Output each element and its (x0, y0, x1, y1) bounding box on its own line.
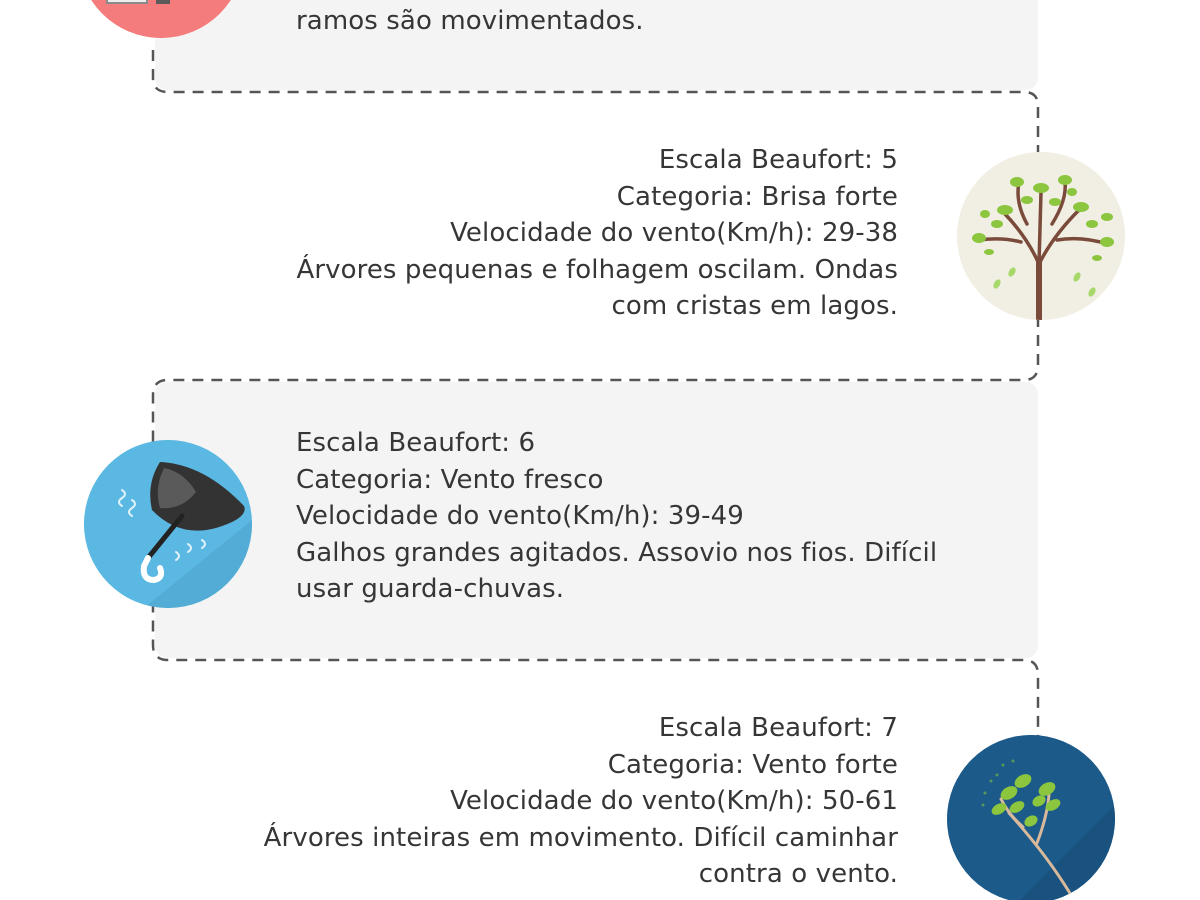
wind-description: ramos são movimentados. (296, 6, 644, 36)
beaufort-scale: Escala Beaufort: 6 (296, 428, 536, 458)
beaufort-scale: Escala Beaufort: 5 (658, 145, 898, 175)
wind-description: Árvores pequenas e folhagem oscilam. Ondas com cristas em lagos. (296, 254, 898, 321)
wind-category: Categoria: Brisa forte (616, 181, 898, 212)
branch-icon (947, 735, 1115, 900)
wind-speed: Velocidade do vento(Km/h): 39-49 (296, 501, 744, 531)
card-text-0 (296, 3, 996, 40)
wind-speed: Velocidade do vento(Km/h): 50-61 (450, 786, 898, 816)
wind-category: Categoria: Vento fresco (296, 464, 604, 495)
wind-description: Árvores inteiras em movimento. Difícil caminhar contra o vento. (263, 822, 898, 889)
wind-speed: Velocidade do vento(Km/h): 29-38 (450, 218, 898, 248)
card-text-2 (296, 425, 976, 608)
tree-icon (957, 152, 1125, 320)
wind-description: Galhos grandes agitados. Assovio nos fios. Difícil usar guarda-chuvas. (296, 537, 938, 604)
wind-category: Categoria: Vento forte (607, 749, 898, 780)
beaufort-scale: Escala Beaufort: 7 (658, 713, 898, 743)
umbrella-icon (84, 440, 252, 608)
card-text-1 (260, 142, 898, 325)
card-text-3 (230, 710, 898, 893)
